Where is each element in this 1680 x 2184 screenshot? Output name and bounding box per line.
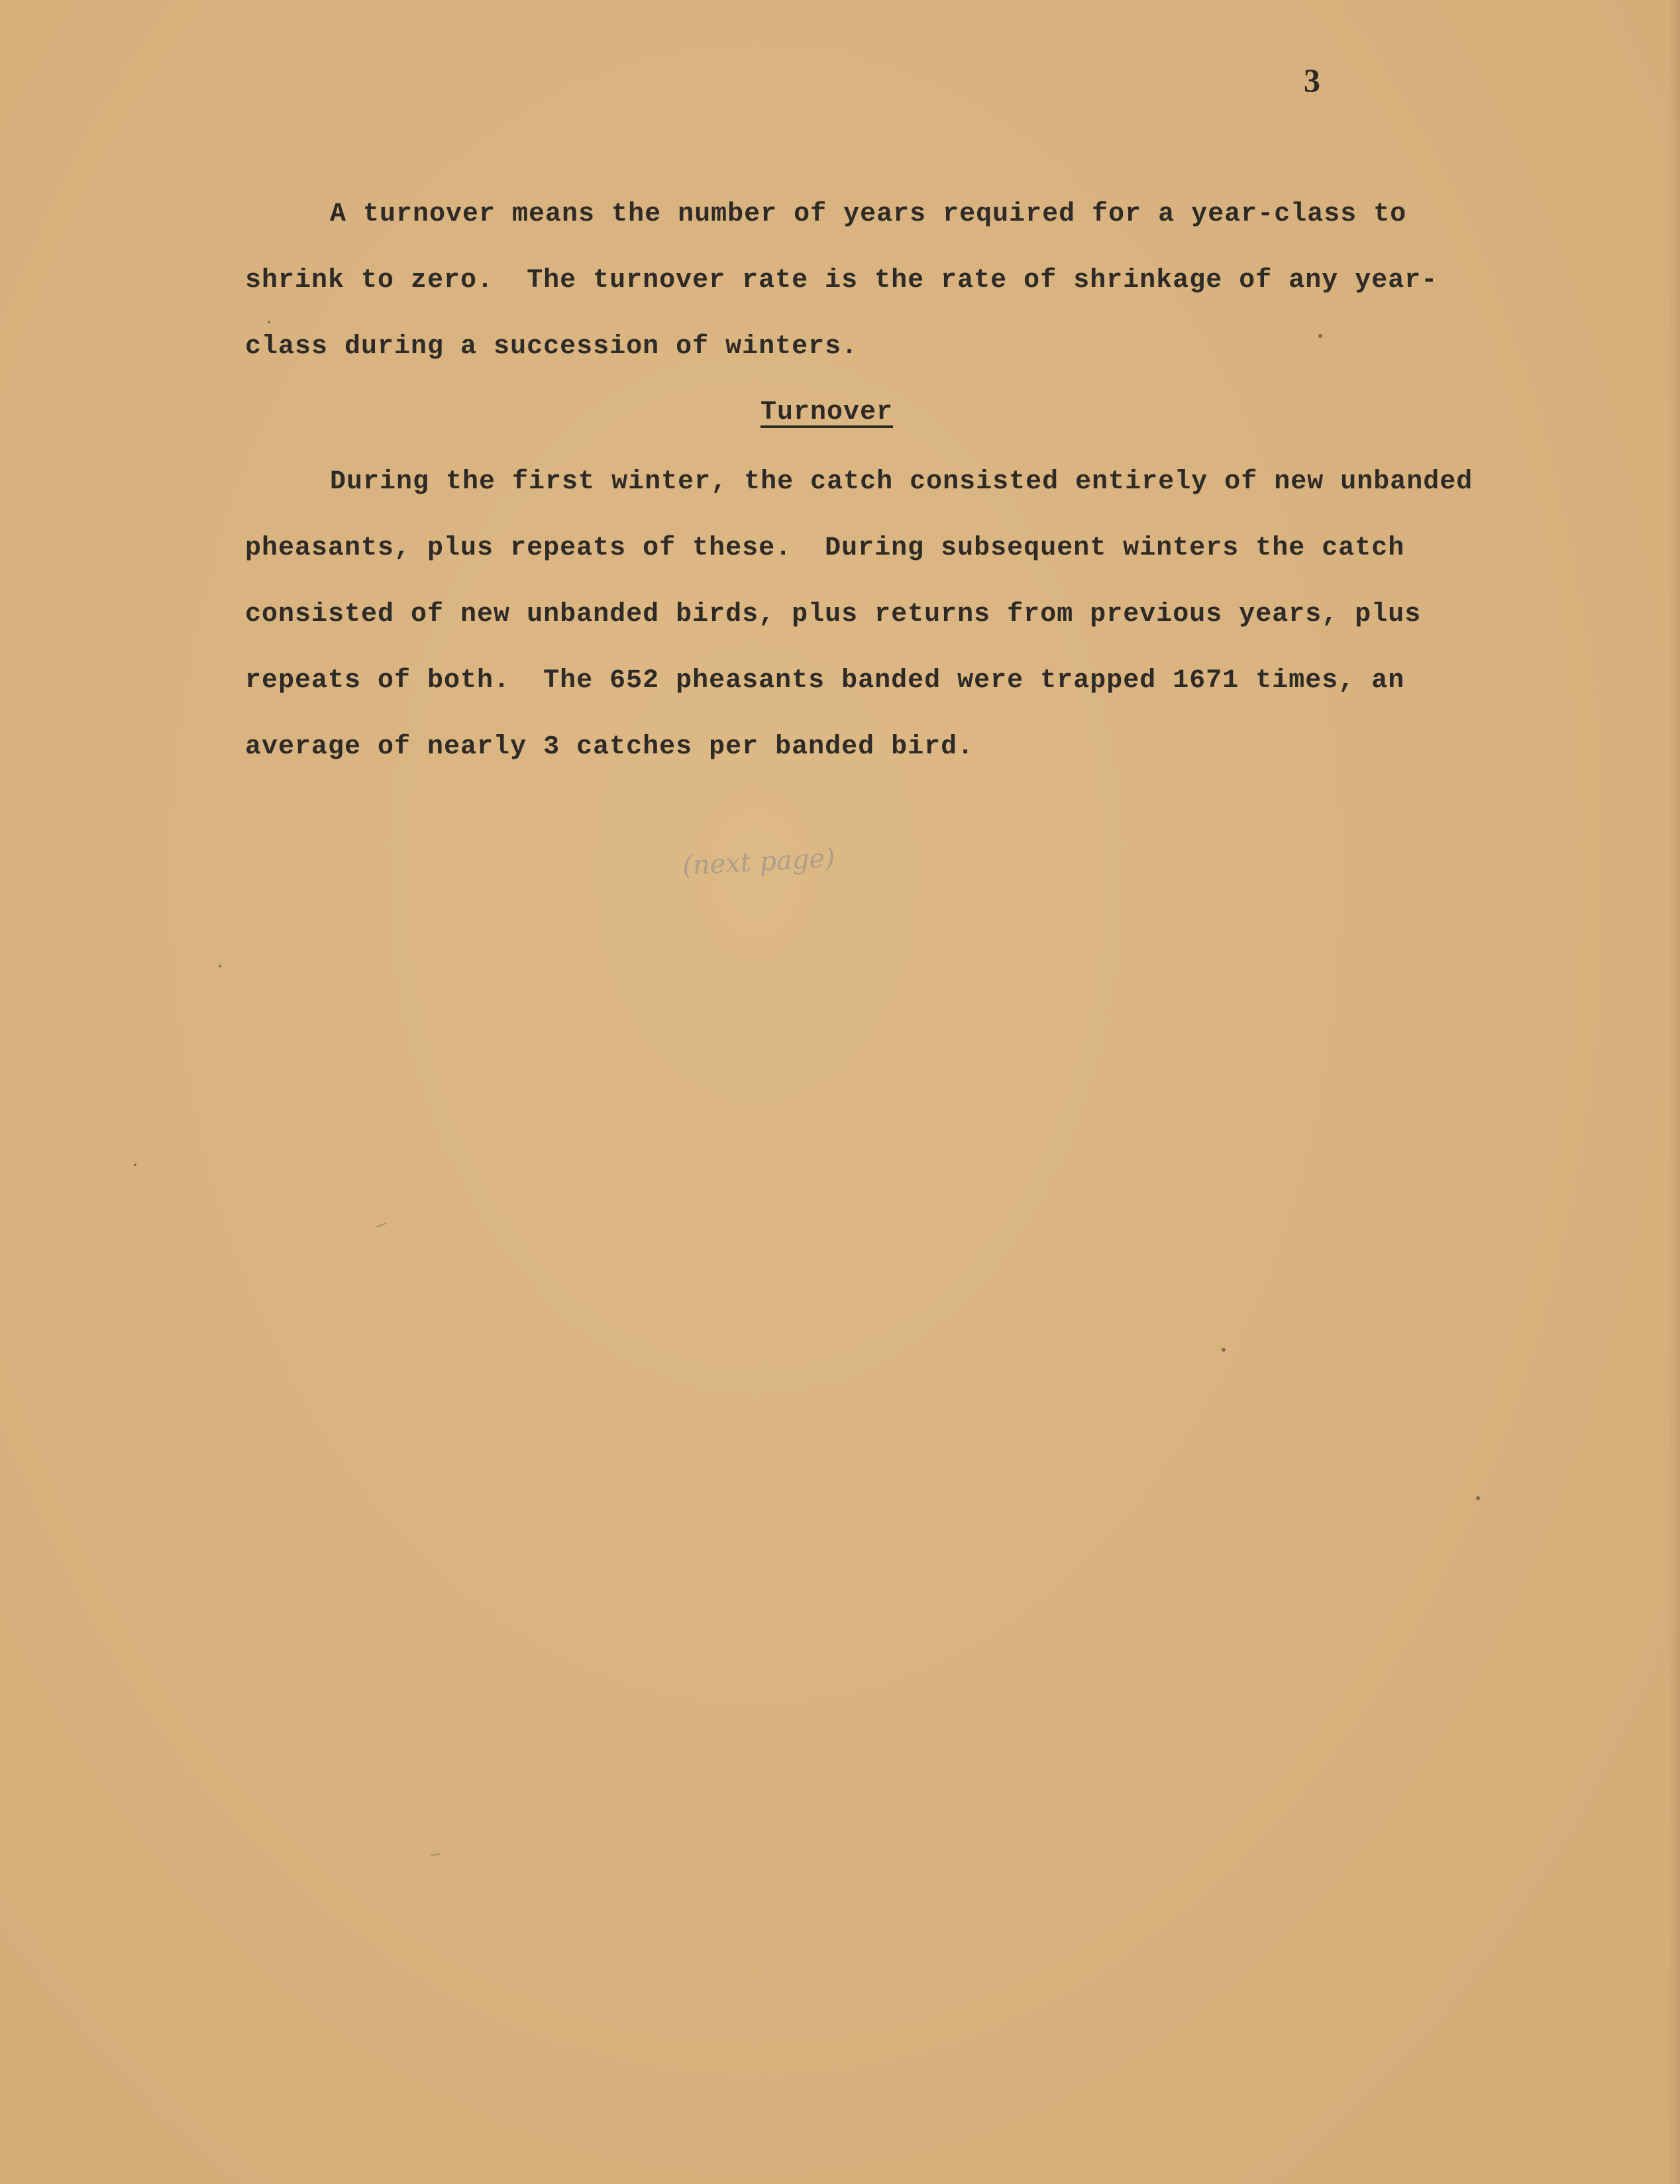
paper-speck bbox=[219, 965, 221, 967]
paper-scratch bbox=[431, 1853, 440, 1856]
paragraph-definition bbox=[245, 182, 1491, 380]
paragraph-line: repeats of both. The 652 pheasants banded were trapped 1671 times, an bbox=[245, 666, 1405, 696]
paper-speck bbox=[134, 1164, 136, 1166]
paragraph-line: During the first winter, the catch consisted entirely of new unbanded bbox=[330, 467, 1473, 497]
paragraph-line: consisted of new unbanded birds, plus returns from previous years, plus bbox=[245, 600, 1422, 629]
paragraph-line: shrink to zero. The turnover rate is the rate of shrinkage of any year- bbox=[245, 266, 1438, 296]
handwritten-note: (next page) bbox=[681, 842, 836, 882]
page-number: 3 bbox=[1304, 62, 1320, 99]
paragraph-line: A turnover means the number of years required for a year-class to bbox=[330, 199, 1407, 229]
paper-speck bbox=[1476, 1496, 1480, 1500]
paragraph-turnover bbox=[245, 449, 1491, 781]
page-edge-shadow bbox=[1668, 0, 1680, 2184]
section-heading: Turnover bbox=[761, 398, 894, 427]
paragraph-line: pheasants, plus repeats of these. During subsequent winters the catch bbox=[245, 533, 1405, 563]
paper-speck bbox=[268, 321, 270, 323]
paper-speck bbox=[1318, 334, 1322, 338]
paragraph-line: average of nearly 3 catches per banded bird. bbox=[245, 732, 974, 762]
paragraph-line: class during a succession of winters. bbox=[245, 332, 859, 362]
paper-scratch bbox=[375, 1223, 387, 1228]
paper-speck bbox=[1222, 1348, 1226, 1352]
